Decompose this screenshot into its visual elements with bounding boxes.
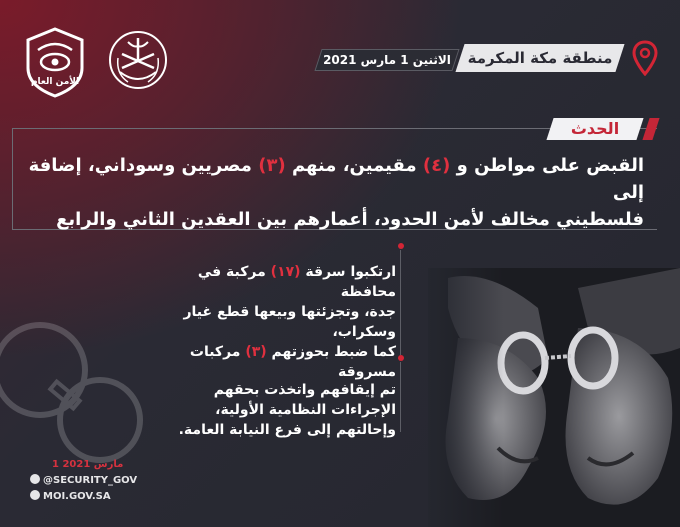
globe-icon: [30, 490, 40, 500]
timeline-line: [400, 362, 401, 432]
count-vehicles: (١٧): [270, 264, 301, 280]
event-tag-text: الحدث: [570, 119, 620, 138]
count-residents: (٤): [422, 155, 451, 176]
public-security-logo: [20, 26, 90, 98]
location-pin-icon: [632, 40, 658, 76]
footer-date: 1 مارس 2021: [52, 459, 124, 470]
ministry-crest-logo: [108, 28, 168, 92]
seal-text: الأمن العام: [30, 77, 80, 87]
region-badge: [455, 44, 624, 72]
date-badge: [314, 49, 459, 71]
details-paragraph-1: ارتكبوا سرقة (١٧) مركبة في محافظة جدة، وتجزئتها وبيعها قطع غيار وسكراب، كما ضبط بحوزتهم (٣) مركبات مسروقة: [183, 264, 396, 380]
event-line-1: القبض على مواطن و (٤) مقيمين، منهم (٣) مصريين وسوداني، إضافة إلى: [28, 155, 644, 203]
twitter-icon: [30, 474, 40, 484]
footer-twitter[interactable]: @SECURITY_GOV: [30, 474, 137, 486]
handcuffed-hands-image: [428, 268, 680, 527]
count-egyptians: (٣): [258, 155, 286, 176]
date-text: الاثنين 1 مارس 2021: [323, 53, 451, 67]
count-stolen-vehicles: (٣): [245, 344, 267, 360]
handcuff-outline-decoration: [0, 300, 150, 470]
timeline-dot: [398, 243, 404, 249]
footer-website[interactable]: MOI.GOV.SA: [30, 490, 111, 502]
event-description: [24, 152, 644, 233]
event-line-2: فلسطيني مخالف لأمن الحدود، أعمارهم بين العقدين الثاني والرابع: [56, 209, 644, 230]
region-text: منطقة مكة المكرمة: [467, 49, 613, 67]
timeline-line: [400, 250, 401, 355]
event-tag-accent: [642, 118, 659, 140]
details-paragraph-2: تم إيقافهم واتخذت بحقهم الإجراءات النظامية الأولية، وإحالتهم إلى فرع النيابة العامة.: [178, 382, 396, 438]
timeline-dot: [398, 355, 404, 361]
event-tag: [546, 118, 643, 140]
